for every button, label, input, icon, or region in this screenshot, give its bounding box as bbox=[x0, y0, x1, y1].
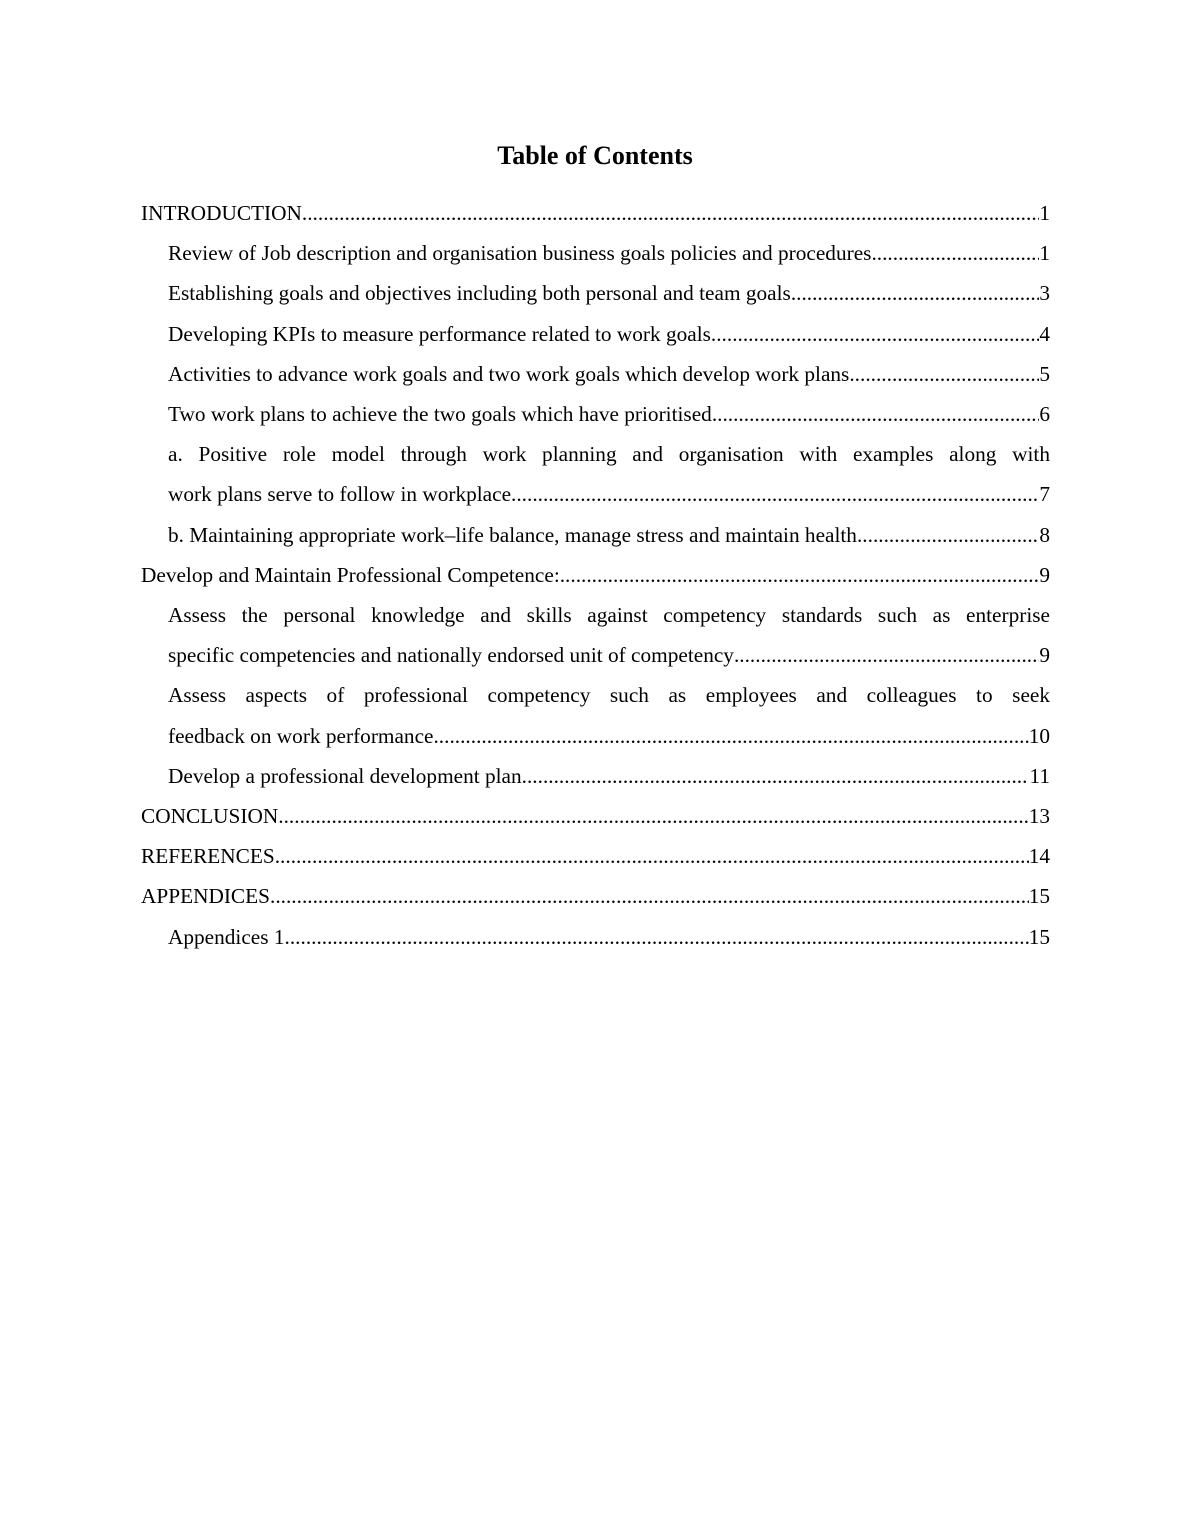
toc-entry-text: b. Maintaining appropriate work–life balance, manage stress and maintain health bbox=[168, 522, 857, 547]
toc-entry-text-line: Assess aspects of professional competency such as employees and colleagues to seek bbox=[168, 683, 1050, 708]
toc-entry[interactable] bbox=[141, 434, 1050, 514]
dot-leader bbox=[511, 474, 1039, 514]
toc-entry-text: Developing KPIs to measure performance related to work goals bbox=[168, 321, 711, 346]
toc-entry-text: Establishing goals and objectives including both personal and team goals bbox=[168, 281, 791, 306]
toc-entry[interactable] bbox=[141, 515, 1050, 555]
toc-entry-text: Activities to advance work goals and two work goals which develop work plans bbox=[168, 361, 850, 386]
toc-entry[interactable] bbox=[141, 917, 1050, 957]
toc-list bbox=[141, 193, 1050, 957]
toc-page-number: 15 bbox=[1028, 924, 1050, 949]
dot-leader bbox=[433, 716, 1028, 756]
toc-entry-text: Two work plans to achieve the two goals which have prioritised bbox=[168, 402, 712, 427]
dot-leader bbox=[857, 515, 1039, 555]
toc-entry[interactable] bbox=[141, 756, 1050, 796]
toc-page-number: 9 bbox=[1039, 643, 1050, 668]
toc-page-number: 8 bbox=[1039, 522, 1050, 547]
toc-entry-text: CONCLUSION bbox=[141, 804, 279, 829]
dot-leader bbox=[711, 314, 1039, 354]
toc-entry-text: Develop a professional development plan bbox=[168, 763, 522, 788]
dot-leader bbox=[278, 796, 1028, 836]
toc-page-number: 3 bbox=[1039, 281, 1050, 306]
toc-entry[interactable] bbox=[141, 193, 1050, 233]
toc-entry[interactable] bbox=[141, 273, 1050, 313]
toc-page-number: 5 bbox=[1039, 361, 1050, 386]
toc-entry[interactable] bbox=[141, 555, 1050, 595]
toc-entry[interactable] bbox=[141, 595, 1050, 675]
toc-page-number: 15 bbox=[1028, 884, 1050, 909]
dot-leader bbox=[871, 233, 1039, 273]
toc-page-number: 1 bbox=[1039, 241, 1050, 266]
dot-leader bbox=[285, 917, 1029, 957]
toc-page-number: 6 bbox=[1039, 402, 1050, 427]
toc-entry[interactable] bbox=[141, 836, 1050, 876]
toc-entry-text: INTRODUCTION bbox=[141, 201, 302, 225]
toc-page-number: 14 bbox=[1028, 844, 1050, 869]
toc-entry-text: APPENDICES bbox=[141, 884, 270, 909]
toc-entry[interactable] bbox=[141, 314, 1050, 354]
toc-entry[interactable] bbox=[141, 394, 1050, 434]
toc-entry-text: REFERENCES bbox=[141, 844, 275, 869]
toc-entry[interactable] bbox=[141, 796, 1050, 836]
toc-title: Table of Contents bbox=[497, 141, 693, 170]
toc-entry-text-line: Assess the personal knowledge and skills against competency standards such as enterprise bbox=[168, 603, 1050, 628]
toc-page-number: 7 bbox=[1039, 482, 1050, 507]
toc-entry-text: Review of Job description and organisation business goals policies and procedures bbox=[168, 241, 872, 266]
dot-leader bbox=[275, 836, 1029, 876]
dot-leader bbox=[734, 635, 1039, 675]
dot-leader bbox=[522, 756, 1030, 796]
dot-leader bbox=[849, 354, 1039, 394]
toc-page-number: 9 bbox=[1039, 562, 1050, 587]
toc-entry[interactable] bbox=[141, 876, 1050, 916]
dot-leader bbox=[791, 273, 1040, 313]
toc-page-number: 13 bbox=[1028, 804, 1050, 829]
toc-entry-text: Develop and Maintain Professional Competence: bbox=[141, 562, 560, 587]
toc-entry[interactable] bbox=[141, 233, 1050, 273]
dot-leader bbox=[270, 876, 1029, 916]
toc-entry-text: Appendices 1 bbox=[168, 924, 285, 949]
toc-page-number: 1 bbox=[1039, 201, 1050, 225]
dot-leader bbox=[302, 193, 1039, 233]
toc-entry[interactable] bbox=[141, 675, 1050, 755]
toc-entry-text-line: work plans serve to follow in workplace bbox=[168, 482, 512, 507]
toc-entry-text-line: specific competencies and nationally endorsed unit of competency bbox=[168, 643, 734, 668]
dot-leader bbox=[560, 555, 1040, 595]
toc-entry[interactable] bbox=[141, 354, 1050, 394]
toc-page-number: 10 bbox=[1028, 723, 1050, 748]
dot-leader bbox=[712, 394, 1040, 434]
toc-entry-text-line: feedback on work performance bbox=[168, 723, 434, 748]
toc-entry-text-line: a. Positive role model through work planning and organisation with examples along with bbox=[168, 442, 1050, 467]
toc-page-number: 4 bbox=[1039, 321, 1050, 346]
toc-page-number: 11 bbox=[1029, 763, 1050, 788]
